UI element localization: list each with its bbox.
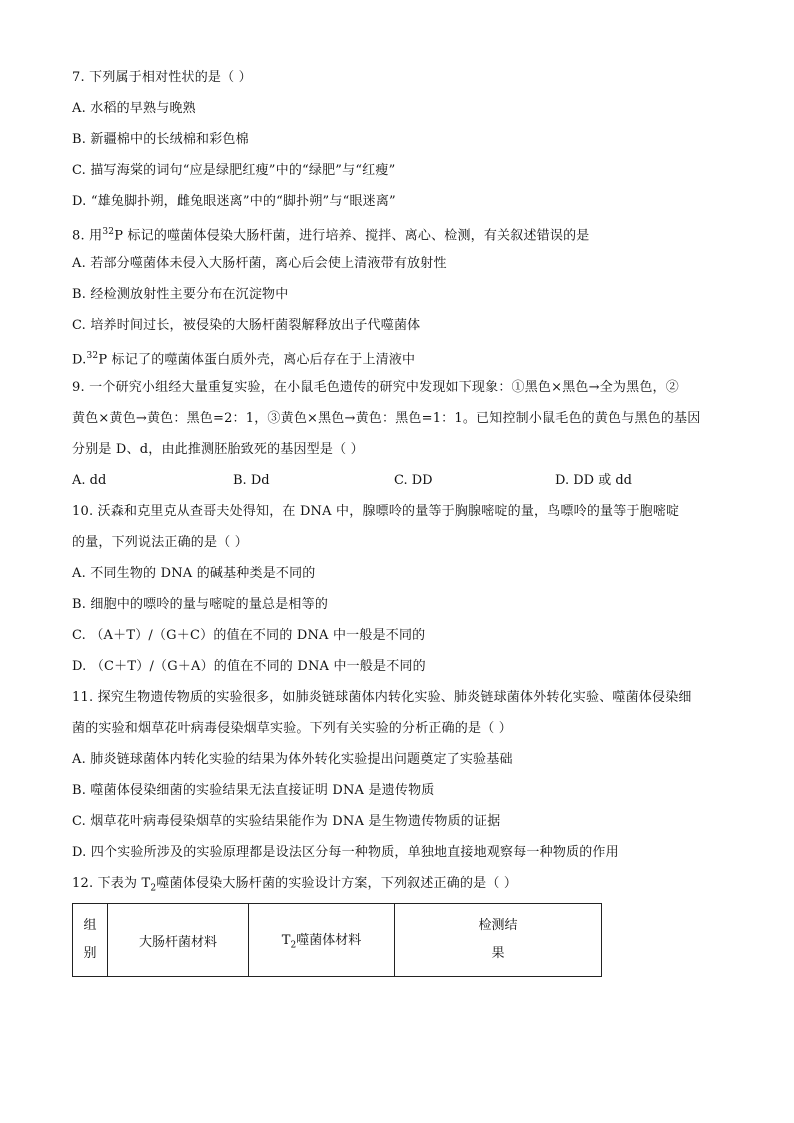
q9-option-b: B. Dd (233, 473, 270, 488)
header-phage-subscript: 2 (290, 940, 297, 951)
q9-stem-line-2: 黄色×黄色→黄色：黑色=2：1，③黄色×黑色→黄色：黑色=1：1。已知控制小鼠毛色的黄色与黑色的基因 (72, 411, 701, 426)
header-result (395, 904, 602, 977)
q8-stem-isotope: 32 (102, 227, 115, 237)
header-phage-material (249, 904, 395, 977)
q9-option-d: D. DD 或 dd (555, 473, 632, 488)
q10-option-d: D. （C＋T）/（G＋A）的值在不同的 DNA 中一般是不同的 (72, 659, 426, 674)
q9-option-c: C. DD (394, 473, 433, 488)
q10-option-b: B. 细胞中的嘌呤的量与嘧啶的量总是相等的 (72, 597, 329, 612)
header-result-line-2: 果 (491, 946, 505, 961)
q8-option-c: C. 培养时间过长，被侵染的大肠杆菌裂解释放出子代噬菌体 (72, 318, 421, 333)
q7-stem: 7. 下列属于相对性状的是（ ） (72, 70, 252, 85)
q8-option-d-isotope: 32 (86, 351, 99, 361)
q11-option-d: D. 四个实验所涉及的实验原理都是设法区分每一种物质，单独地直接地观察每一种物质的作用 (72, 845, 619, 860)
q8-option-a: A. 若部分噬菌体未侵入大肠杆菌，离心后会使上清液带有放射性 (72, 256, 447, 271)
q8-option-b: B. 经检测放射性主要分布在沉淀物中 (72, 287, 289, 302)
header-ecoli-material: 大肠杆菌材料 (108, 904, 249, 977)
header-group-line-1: 组 (83, 918, 97, 933)
table-header-row (73, 904, 602, 977)
header-group (73, 904, 108, 977)
q7-option-b: B. 新疆棉中的长绒棉和彩色棉 (72, 132, 249, 147)
header-phage-pre: T (281, 933, 291, 949)
header-result-line-1: 检测结 (478, 918, 518, 933)
experiment-design-table (72, 903, 602, 977)
q12-stem-pre: 12. 下表为 T (72, 876, 151, 891)
q8-stem-post: P 标记的噬菌体侵染大肠杆菌，进行培养、搅拌、离心、检测，有关叙述错误的是 (114, 228, 590, 244)
q8-option-d-pre: D. (72, 352, 87, 368)
q11-option-c: C. 烟草花叶病毒侵染烟草的实验结果能作为 DNA 是生物遗传物质的证据 (72, 814, 501, 829)
q11-option-a: A. 肺炎链球菌体内转化实验的结果为体外转化实验提出问题奠定了实验基础 (72, 752, 513, 767)
q8-stem (72, 217, 732, 248)
q10-option-a: A. 不同生物的 DNA 的碱基种类是不同的 (72, 566, 316, 581)
q8-option-d (72, 341, 732, 372)
q11-stem-line-1: 11. 探究生物遗传物质的实验很多，如肺炎链球菌体内转化实验、肺炎链球菌体外转化实验、噬菌体侵染细 (72, 690, 692, 705)
q11-stem-line-2: 菌的实验和烟草花叶病毒侵染烟草实验。下列有关实验的分析正确的是（ ） (72, 721, 512, 736)
q8-stem-pre: 8. 用 (72, 228, 103, 244)
q12-stem-post: 噬菌体侵染大肠杆菌的实验设计方案，下列叙述正确的是（ ） (156, 876, 518, 891)
q7-option-a: A. 水稻的早熟与晚熟 (72, 101, 196, 116)
q9-stem-line-1: 9. 一个研究小组经大量重复实验，在小鼠毛色遗传的研究中发现如下现象：①黑色×黑色→全为黑色，② (72, 380, 679, 395)
header-group-line-2: 别 (83, 946, 97, 961)
q12-stem-subscript: 2 (150, 883, 157, 894)
header-phage-post: 噬菌体材料 (296, 933, 362, 949)
q9-option-a: A. dd (72, 473, 107, 488)
q10-stem-line-2: 的量，下列说法正确的是（ ） (72, 535, 248, 550)
q7-option-d: D. “雄兔脚扑朔，雌兔眼迷离”中的“脚扑朔”与“眼迷离” (72, 194, 396, 209)
q10-option-c: C. （A＋T）/（G＋C）的值在不同的 DNA 中一般是不同的 (72, 628, 426, 643)
q8-option-d-post: P 标记了的噬菌体蛋白质外壳，离心后存在于上清液中 (98, 352, 416, 368)
q9-stem-line-3: 分别是 D、d，由此推测胚胎致死的基因型是（ ） (72, 442, 364, 457)
q10-stem-line-1: 10. 沃森和克里克从查哥夫处得知，在 DNA 中，腺嘌呤的量等于胸腺嘧啶的量，鸟嘌呤的量等于胞嘧啶 (72, 504, 680, 519)
q12-stem (72, 868, 732, 899)
q9-options (72, 465, 732, 496)
q7-option-c: C. 描写海棠的词句“应是绿肥红瘦”中的“绿肥”与“红瘦” (72, 163, 396, 178)
q11-option-b: B. 噬菌体侵染细菌的实验结果无法直接证明 DNA 是遗传物质 (72, 783, 435, 798)
document-page (72, 62, 732, 977)
